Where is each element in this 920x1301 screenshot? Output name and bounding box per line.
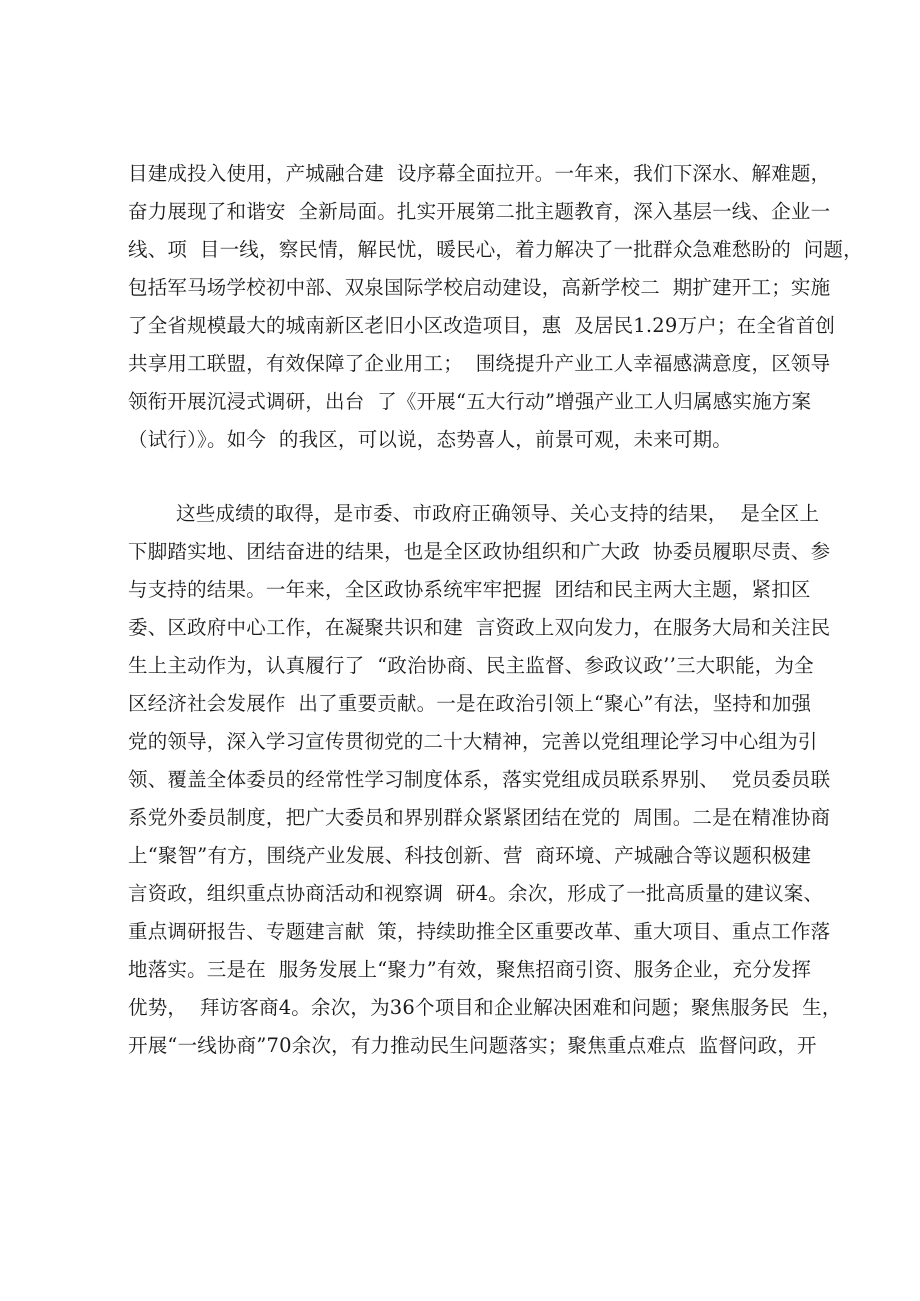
text-line: 目建成投入使用，产城融合建 设序幕全面拉开。一年来，我们下深水、解难题， <box>128 162 831 185</box>
text-line: 言资政，组织重点协商活动和视察调 研4。余次，形成了一批高质量的建议案、 <box>128 882 824 905</box>
text-line: 这些成绩的取得，是市委、市政府正确领导、关心支持的结果， 是全区上 <box>176 502 820 525</box>
text-line: 线、项 目一线，察民情，解民忧，暖民心，着力解决了一批群众急难愁盼的 问题， <box>128 238 863 261</box>
text-line: 委、区政府中心工作，在凝聚共识和建 言资政上双向发力，在服务大局和关注民 <box>128 616 831 639</box>
text-line: 共享用工联盟，有效保障了企业用工； 围绕提升产业工人幸福感满意度，区领导 <box>128 352 831 375</box>
text-line: 与支持的结果。一年来，全区政协系统牢牢把握 团结和民主两大主题，紧扣区 <box>128 578 811 601</box>
text-line: 重点调研报告、专题建言献 策，持续助推全区重要改革、重大项目、重点工作落 <box>128 920 831 943</box>
text-line: 地落实。三是在 服务发展上“聚力”有效，聚焦招商引资、服务企业，充分发挥 <box>128 958 812 981</box>
text-line: 了全省规模最大的城南新区老旧小区改造项目，惠 及居民1.29万户；在全省首创 <box>128 314 836 337</box>
text-line: 优势， 拜访客商4。余次，为36个项目和企业解决困难和问题；聚焦服务民 生， <box>128 996 842 1019</box>
text-line: 领、覆盖全体委员的经常性学习制度体系，落实党组成员联系界别、 党员委员联 <box>128 768 831 791</box>
text-line: 生上主动作为，认真履行了 “政治协商、民主监督、参政议政’’三大职能，为全 <box>128 654 814 677</box>
text-line: 党的领导，深入学习宣传贯彻党的二十大精神，完善以党组理论学习中心组为引 <box>128 730 818 753</box>
text-line: 领衔开展沉浸式调研，出台 了《开展“五大行动”增强产业工人归属感实施方案 <box>128 390 812 413</box>
text-line: 区经济社会发展作 出了重要贡献。一是在政治引领上“聚心”有法，坚持和加强 <box>128 692 812 715</box>
text-line: 系党外委员制度，把广大委员和界别群众紧紧团结在党的 周围。二是在精准协商 <box>128 806 831 829</box>
text-line: 下脚踏实地、团结奋进的结果，也是全区政协组织和广大政 协委员履职尽责、参 <box>128 540 831 563</box>
text-line: 开展“一线协商”70余次，有力推动民生问题落实；聚焦重点难点 监督问政，开 <box>128 1034 817 1057</box>
text-line: 上“聚智”有方，围绕产业发展、科技创新、营 商环境、产城融合等议题积极建 <box>128 844 812 867</box>
text-line: 奋力展现了和谐安 全新局面。扎实开展第二批主题教育，深入基层一线、企业一 <box>128 200 831 223</box>
text-line: （试行）》。如今 的我区，可以说，态势喜人，前景可观，未来可期。 <box>128 428 732 451</box>
text-line: 包括军马场学校初中部、双泉国际学校启动建设，高新学校二 期扩建开工；实施 <box>128 276 831 299</box>
